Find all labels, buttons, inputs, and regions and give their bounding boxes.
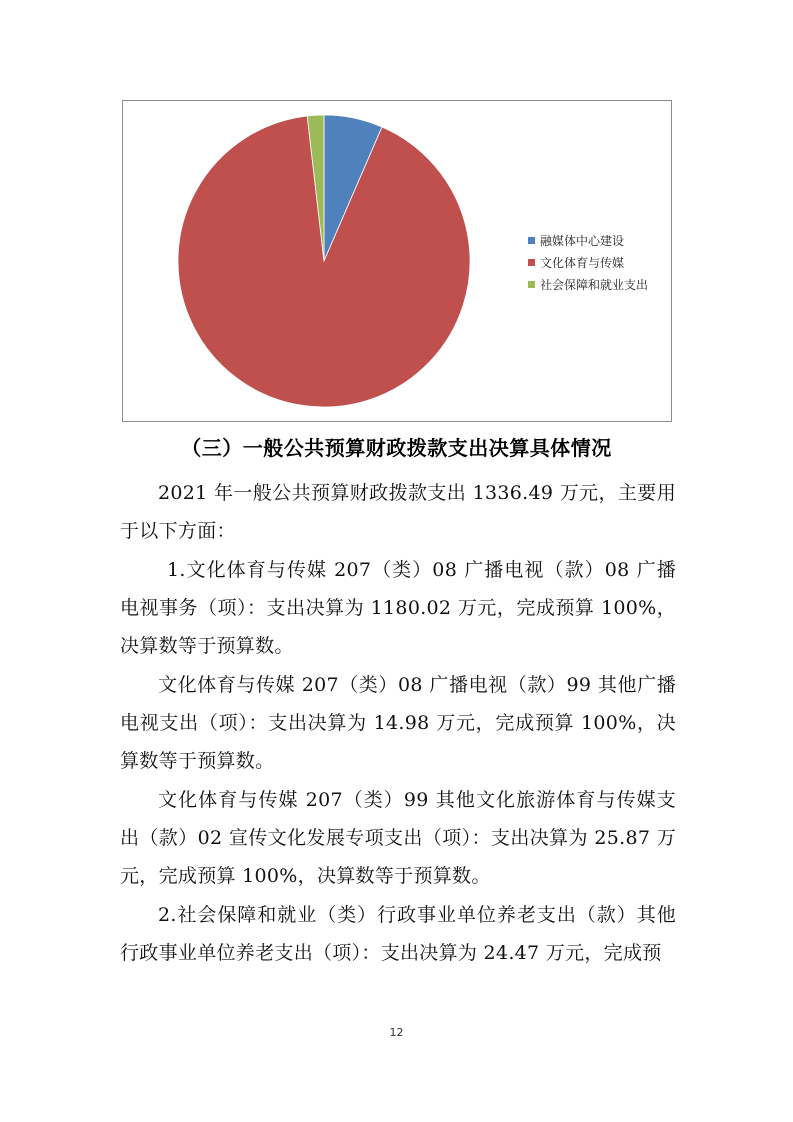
legend-label-2: 社会保障和就业支出 <box>540 277 649 292</box>
section-heading: （三）一般公共预算财政拨款支出决算具体情况 <box>181 436 612 460</box>
paragraph-item-1: 1.文化体育与传媒 207（类）08 广播电视（款）08 广播电视事务（项）：支出决算为 1180.02 万元，完成预算 100%，决算数等于预算数。 <box>120 559 676 657</box>
legend-label-1: 文化体育与传媒 <box>540 255 625 270</box>
paragraph-intro: 2021 年一般公共预算财政拨款支出 1336.49 万元，主要用于以下方面： <box>120 482 676 542</box>
legend-item-2 <box>528 273 673 295</box>
body-text <box>120 474 676 973</box>
paragraph-broadcast-other: 文化体育与传媒 207（类）08 广播电视（款）99 其他广播电视支出（项）：支出决算为 14.98 万元，完成预算 100%，决算数等于预算数。 <box>120 674 676 772</box>
pie-chart-frame <box>122 100 672 422</box>
paragraph-item-2: 2.社会保障和就业（类）行政事业单位养老支出（款）其他行政事业单位养老支出（项）：支出决算为 24.47 万元，完成预 <box>120 904 676 964</box>
legend-swatch-2 <box>528 281 535 288</box>
page-number: 12 <box>389 1026 404 1039</box>
legend-swatch-0 <box>528 237 535 244</box>
legend-item-0 <box>528 229 673 251</box>
paragraph-culture-other: 文化体育与传媒 207（类）99 其他文化旅游体育与传媒支出（款）02 宣传文化发展专项支出（项）：支出决算为 25.87 万元，完成预算 100%，决算数等于预算数。 <box>120 789 676 887</box>
legend-swatch-1 <box>528 259 535 266</box>
legend-item-1 <box>528 251 673 273</box>
legend-label-0: 融媒体中心建设 <box>540 233 625 248</box>
chart-legend <box>528 229 673 295</box>
